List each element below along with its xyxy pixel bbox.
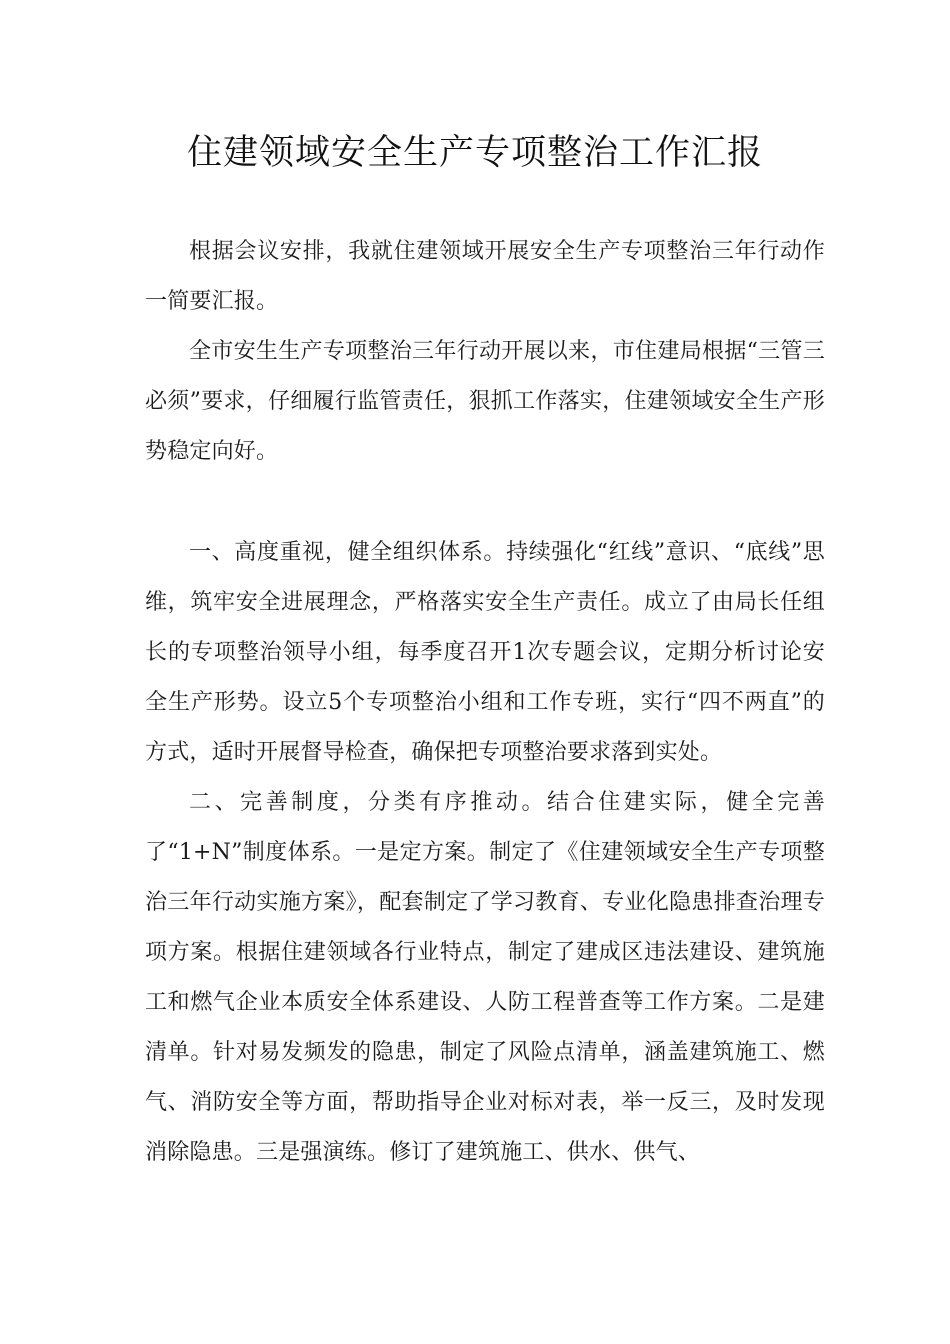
paragraph: 全市安生生产专项整治三年行动开展以来，市住建局根据“三管三必须”要求，仔细履行监管责任，狠抓工作落实，住建领域安全生产形势稳定向好。 [145, 339, 825, 464]
document-title: 住建领域安全生产专项整治工作汇报 [186, 133, 763, 173]
body-section [145, 528, 825, 1178]
paragraph: 根据会议安排，我就住建领域开展安全生产专项整治三年行动作一简要汇报。 [145, 239, 825, 314]
intro-section [145, 227, 825, 477]
paragraph: 一、高度重视，健全组织体系。持续强化“红线”意识、“底线”思维，筑牢安全进展理念，严格落实安全生产责任。成立了由局长任组长的专项整治领导小组，每季度召开1次专题会议，定期分析讨论安全生产形势。设立5个专项整治小组和工作专班，实行“四不两直”的方式，适时开展督导检查，确保把专项整治要求落到实处。 [145, 540, 825, 765]
paragraph: 二、完善制度，分类有序推动。结合住建实际，健全完善了“1+N”制度体系。一是定方案。制定了《住建领域安全生产专项整治三年行动实施方案》，配套制定了学习教育、专业化隐患排查治理专项方案。根据住建领域各行业特点，制定了建成区违法建设、建筑施工和燃气企业本质安全体系建设、人防工程普查等工作方案。二是建清单。针对易发频发的隐患，制定了风险点清单，涵盖建筑施工、燃气、消防安全等方面，帮助指导企业对标对表，举一反三，及时发现消除隐患。三是强演练。修订了建筑施工、供水、供气、 [145, 790, 825, 1165]
